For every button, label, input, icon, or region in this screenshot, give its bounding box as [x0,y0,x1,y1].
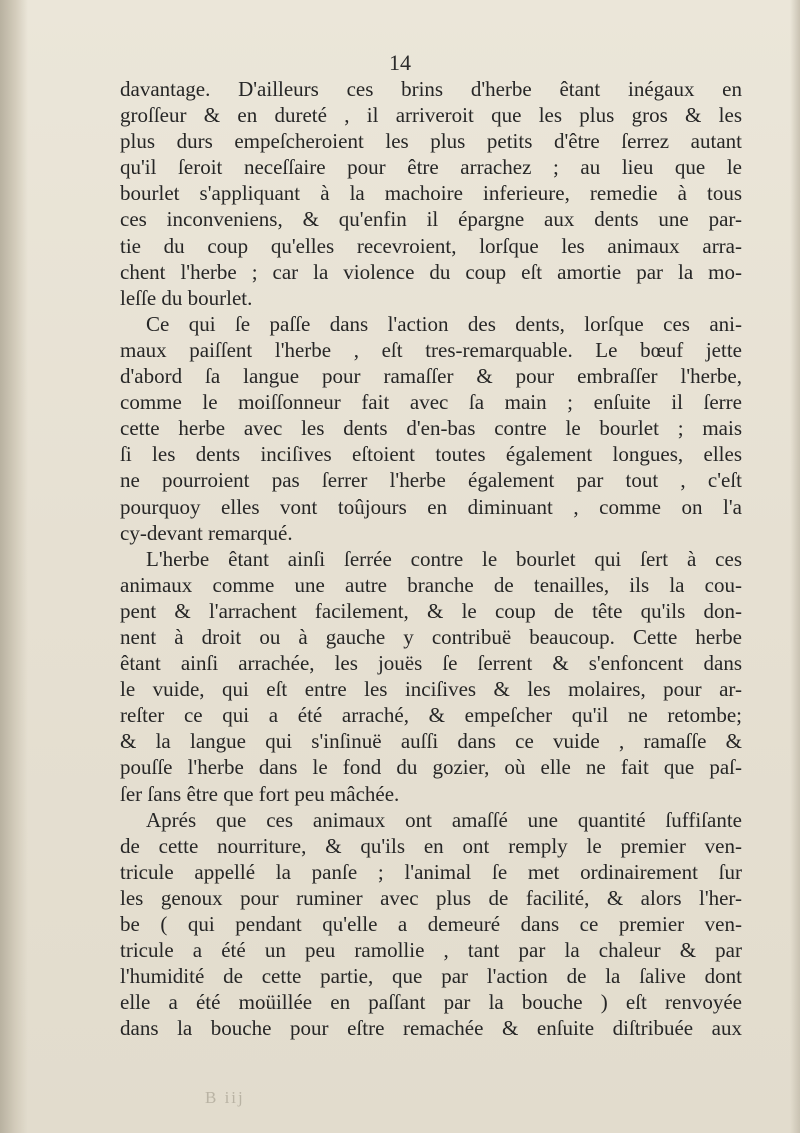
text-line: Ce qui ſe paſſe dans l'action des dents, lorſque ces ani- [146,311,742,336]
text-line: pourquoy elles vont toûjours en diminuant , comme on l'a [120,494,742,519]
text-line: dans la bouche pour eſtre remachée & enſuite diſtribuée aux [120,1016,742,1041]
text-line: elle a été moüillée en paſſant par la bouche ) eſt renvoyée [120,990,742,1015]
text-line: tricule appellé la panſe ; l'animal ſe met ordinairement ſur [120,859,742,884]
text-line: le vuide, qui eſt entre les inciſives & les molaires, pour ar- [120,677,742,702]
text-line: pent & l'arrachent facilement, & le coup de tête qu'ils don- [120,598,742,623]
text-line: Aprés que ces animaux ont amaſſé une quantité ſuffiſante [146,807,742,832]
text-line: maux paiſſent l'herbe , eſt tres-remarquable. Le bœuf jette [120,337,742,362]
text-line: qu'il ſeroit neceſſaire pour être arrachez ; au lieu que le [120,155,742,180]
text-line: d'abord ſa langue pour ramaſſer & pour embraſſer l'herbe, [120,364,742,389]
body-text [120,76,742,1041]
text-line: êtant ainſi arrachée, les jouës ſe ſerrent & s'enfoncent dans [120,651,742,676]
text-line: les genoux pour ruminer avec plus de facilité, & alors l'her- [120,885,742,910]
text-line: ces inconveniens, & qu'enfin il épargne aux dents une par- [120,207,742,232]
text-line: ne pourroient pas ſerrer l'herbe également par tout , c'eſt [120,468,742,493]
text-line: ſi les dents inciſives eſtoient toutes également longues, elles [120,442,742,467]
text-line: cette herbe avec les dents d'en-bas contre le bourlet ; mais [120,416,742,441]
text-line: L'herbe êtant ainſi ſerrée contre le bourlet qui ſert à ces [146,546,742,571]
text-line: chent l'herbe ; car la violence du coup eſt amortie par la mo- [120,259,742,284]
text-line: animaux comme une autre branche de tenailles, ils la cou- [120,572,742,597]
signature-mark: B iij [205,1088,245,1107]
text-line: l'humidité de cette partie, que par l'action de la ſalive dont [120,964,742,989]
text-line: de cette nourriture, & qu'ils en ont remply le premier ven- [120,833,742,858]
page-number: 14 [389,50,411,75]
text-line: plus durs empeſcheroient les plus petits d'être ſerrez autant [120,129,742,154]
text-line: ſer ſans être que fort peu mâchée. [120,781,400,806]
page-edge [790,0,800,1133]
text-line: comme le moiſſonneur fait avec ſa main ; enſuite il ſerre [120,390,742,415]
text-line: cy-devant remarqué. [120,520,293,545]
text-line: davantage. D'ailleurs ces brins d'herbe êtant inégaux en [120,77,742,101]
text-line: bourlet s'appliquant à la machoire inferieure, remedie à tous [120,181,742,206]
text-line: groſſeur & en dureté , il arriveroit que les plus gros & les [120,103,742,128]
text-line: be ( qui pendant qu'elle a demeuré dans ce premier ven- [120,912,742,936]
text-line: leſſe du bourlet. [120,285,253,310]
text-line: reſter ce qui a été arraché, & empeſcher qu'il ne retombe; [120,703,742,728]
text-line: pouſſe l'herbe dans le fond du gozier, où elle ne fait que paſ- [120,755,742,780]
text-line: & la langue qui s'inſinuë auſſi dans ce vuide , ramaſſe & [120,729,742,754]
text-line: nent à droit ou à gauche y contribuë beaucoup. Cette herbe [120,624,742,649]
text-line: tricule a été un peu ramollie , tant par la chaleur & par [120,938,742,963]
gutter-shadow [0,0,28,1133]
text-line: tie du coup qu'elles recevroient, lorſque les animaux arra- [120,233,742,258]
